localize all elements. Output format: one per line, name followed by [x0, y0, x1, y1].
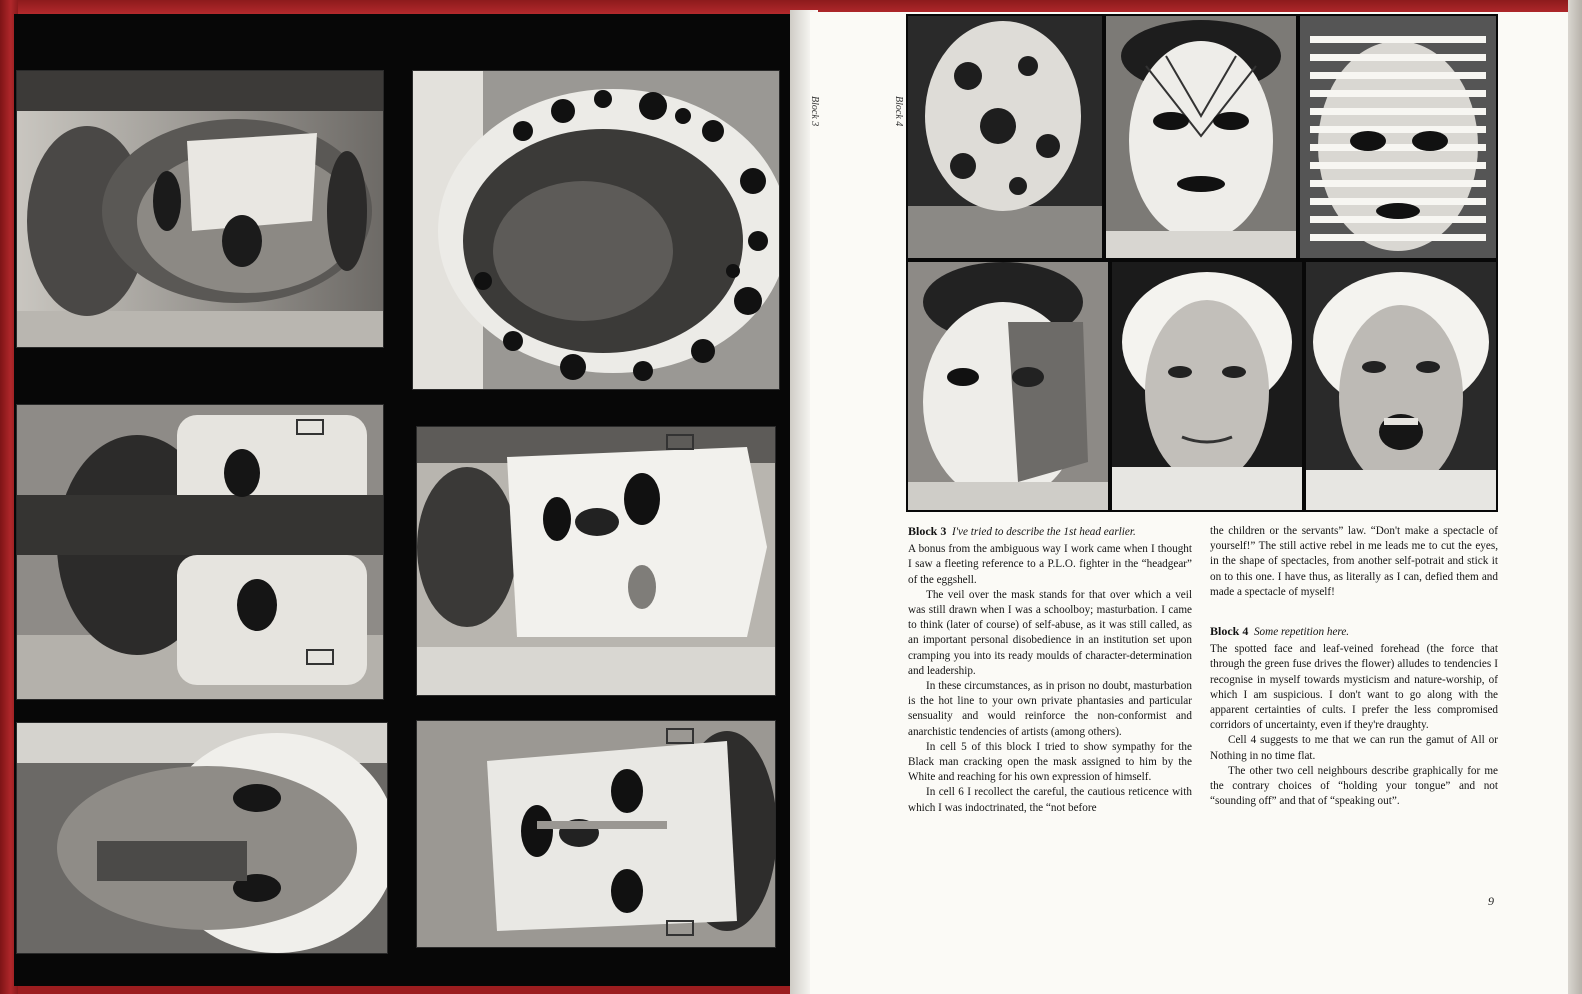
block-4-cell-6: [1306, 262, 1496, 510]
block-4-text-column: [1210, 524, 1498, 809]
photo-mask-5: [16, 722, 388, 954]
photo-mask-4: [416, 426, 776, 696]
block-4-cell-4: [908, 262, 1108, 510]
block-4-cell-1-image: [908, 16, 1102, 258]
block-3-heading: Block 3: [908, 524, 947, 538]
photo-mask-2-image: [413, 71, 779, 389]
photo-mask-6: [416, 720, 776, 948]
block-3-paragraph-5-continued: the children or the servants” law. “Don't make a spectacle of yourself!” The still active rebel in me leads me to cut the eyes, in the shape of spectacles, from another self-potrait and stick it on to this one. I have thus, as literally as I can, defied them and made a spectacle of myself!: [1210, 525, 1498, 598]
block-4-paragraph-1: The spotted face and leaf-veined forehead (the force that through the green fuse drives the flower) alludes to tendencies I recognise in myself towards mysticism and nature-worship, of which I am suspicious. I don't want to go along with the apparent certainties of cults. I prefer the less compromised corridors of uncertainty, even if they're draughty.: [1210, 643, 1498, 732]
photo-mask-3-image: [17, 405, 383, 699]
block-3-subtitle: I've tried to describe the 1st head earlier.: [951, 526, 1136, 538]
photo-mask-6-image: [417, 721, 775, 947]
page-number: 9: [1488, 894, 1494, 908]
left-page-photo-grid: [14, 14, 790, 986]
block-4-photo-grid: [906, 14, 1498, 512]
block-4-cell-2-image: [1106, 16, 1296, 258]
block-4-paragraph-3: The other two cell neighbours describe graphically for me the contrary choices of “holding your tongue” and not “sounding off” and that of “speaking out”.: [1210, 764, 1498, 808]
block-3-paragraph-4: In cell 5 of this block I tried to show sympathy for the Black man cracking open the mask assigned to him by the White and reaching for his own expression of himself.: [908, 740, 1192, 784]
block-4-cell-5: [1112, 262, 1302, 510]
block-3-paragraph-3: In these circumstances, as in prison no doubt, masturbation is the hot line to your own private phantasies and particular sensuality and would reinforce the non-conformist and anarchistic tendencies of artists (among others).: [908, 680, 1192, 738]
right-page: [810, 12, 1570, 994]
block-3-paragraph-2: The veil over the mask stands for that over which a veil was still drawn when I was a schoolboy; masturbation. I came to think (later of course) of self-abuse, as it was still called, as an important personal disobedience in an institution set upon cramping you into its ready moulds of character-determination and leadership.: [908, 588, 1192, 677]
block-4-heading: Block 4: [1210, 624, 1249, 639]
photo-mask-3: [16, 404, 384, 700]
photo-mask-1: [16, 70, 384, 348]
side-label-block-4: Block 4: [893, 96, 904, 127]
block-4-cell-4-image: [908, 262, 1108, 510]
block-4-cell-2: [1106, 16, 1296, 258]
block-4-heading-line: [1210, 624, 1498, 640]
photo-mask-5-image: [17, 723, 387, 953]
block-3-heading-line: [908, 524, 1192, 540]
photo-mask-4-image: [417, 427, 775, 695]
side-label-block-3: Block 3: [809, 96, 820, 127]
block-4-cell-3-image: [1300, 16, 1496, 258]
block-3-text-column: [908, 524, 1192, 816]
block-4-paragraph-2: Cell 4 suggests to me that we can run the gamut of All or Nothing in no time flat.: [1210, 734, 1498, 762]
book-cover-right: [1568, 0, 1582, 994]
block-3-paragraph-1: A bonus from the ambiguous way I work came when I thought I saw a fleeting reference to a P.L.O. fighter in the “headgear” of the eggshell.: [908, 543, 1192, 586]
block-4-cell-5-image: [1112, 262, 1302, 510]
photo-mask-2: [412, 70, 780, 390]
block-4-cell-1: [908, 16, 1102, 258]
block-3-paragraph-5-start: In cell 6 I recollect the careful, the cautious reticence with which I was indoctrinated, the “not before: [908, 786, 1192, 814]
block-4-cell-6-image: [1306, 262, 1496, 510]
block-4-subtitle: Some repetition here.: [1253, 626, 1350, 639]
block-4-cell-3: [1300, 16, 1496, 258]
photo-mask-1-image: [17, 71, 383, 347]
